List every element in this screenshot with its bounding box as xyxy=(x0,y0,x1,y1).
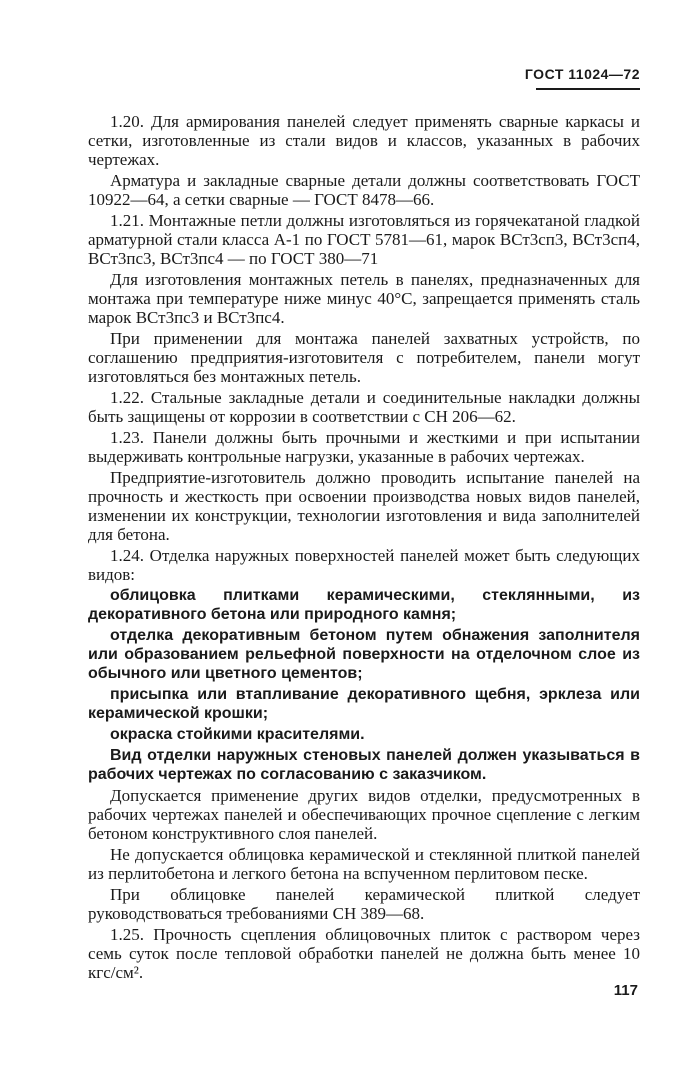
paragraph-armatura: Арматура и закладные сварные детали должны соответствовать ГОСТ 10922—64, а сетки сварные — ГОСТ 8478—66. xyxy=(88,171,640,209)
paragraph-1-24: 1.24. Отделка наружных поверхностей панелей может быть следующих видов: xyxy=(88,546,640,584)
paragraph-ne-dopuskaetsya: Не допускается облицовка керамической и стеклянной плиткой панелей из перлитобетона и легкого бетона на вспученном перлитовом песке. xyxy=(88,845,640,883)
page-header xyxy=(0,66,640,84)
page-number: 117 xyxy=(613,982,638,999)
document-body xyxy=(88,112,640,984)
paragraph-1-20: 1.20. Для армирования панелей следует применять сварные каркасы и сетки, изготовленные из стали видов и классов, указанных в рабочих чертежах. xyxy=(88,112,640,169)
header-rule xyxy=(536,88,640,90)
paragraph-1-23: 1.23. Панели должны быть прочными и жесткими и при испытании выдерживать контрольные нагрузки, указанные в рабочих чертежах. xyxy=(88,428,640,466)
paragraph-1-25: 1.25. Прочность сцепления облицовочных плиток с раствором через семь суток после тепловой обработки панелей не должна быть менее 10 кгс/см². xyxy=(88,925,640,982)
paragraph-1-21: 1.21. Монтажные петли должны изготовляться из горячекатаной гладкой арматурной стали класса А-1 по ГОСТ 5781—61, марок ВСт3сп3, ВСт3сп4, ВСт3пс3, ВСт3пс4 — по ГОСТ 380—71 xyxy=(88,211,640,268)
paragraph-dopuskaetsya: Допускается применение других видов отделки, предусмотренных в рабочих чертежах панелей и обеспечивающих прочное сцепление с легким бетоном конструктивного слоя панелей. xyxy=(88,786,640,843)
list-item-okraska: окраска стойкими красителями. xyxy=(110,726,365,743)
list-item-prisypka: присыпка или втапливание декоративного щебня, эрклеза или керамической крошки; xyxy=(88,686,640,722)
standard-code: ГОСТ 11024—72 xyxy=(524,66,640,82)
paragraph-vid-otdelki: Вид отделки наружных стеновых панелей должен указываться в рабочих чертежах по согласованию с заказчиком. xyxy=(88,747,640,783)
paragraph-petli-temperature: Для изготовления монтажных петель в панелях, предназначенных для монтажа при температуре ниже минус 40°С, запрещается применять сталь марок ВСт3пс3 и ВСт3пс4. xyxy=(88,270,640,327)
paragraph-zahvat: При применении для монтажа панелей захватных устройств, по соглашению предприятия-изготовителя с потребителем, панели могут изготовляться без монтажных петель. xyxy=(88,329,640,386)
list-item-dekor-beton: отделка декоративным бетоном путем обнажения заполнителя или образованием рельефной поверхности на отделочном слое из обычного или цветного цементов; xyxy=(88,627,640,682)
paragraph-1-22: 1.22. Стальные закладные детали и соединительные накладки должны быть защищены от коррозии в соответствии с СН 206—62. xyxy=(88,388,640,426)
paragraph-sn-389: При облицовке панелей керамической плиткой следует руководствоваться требованиями СН 389—68. xyxy=(88,885,640,923)
paragraph-ispytanie: Предприятие-изготовитель должно проводить испытание панелей на прочность и жесткость при освоении производства новых видов панелей, изменении их конструкции, технологии изготовления и вида заполнителей для бетона. xyxy=(88,468,640,544)
list-item-oblicovka: облицовка плитками керамическими, стеклянными, из декоративного бетона или природного камня; xyxy=(88,587,640,623)
